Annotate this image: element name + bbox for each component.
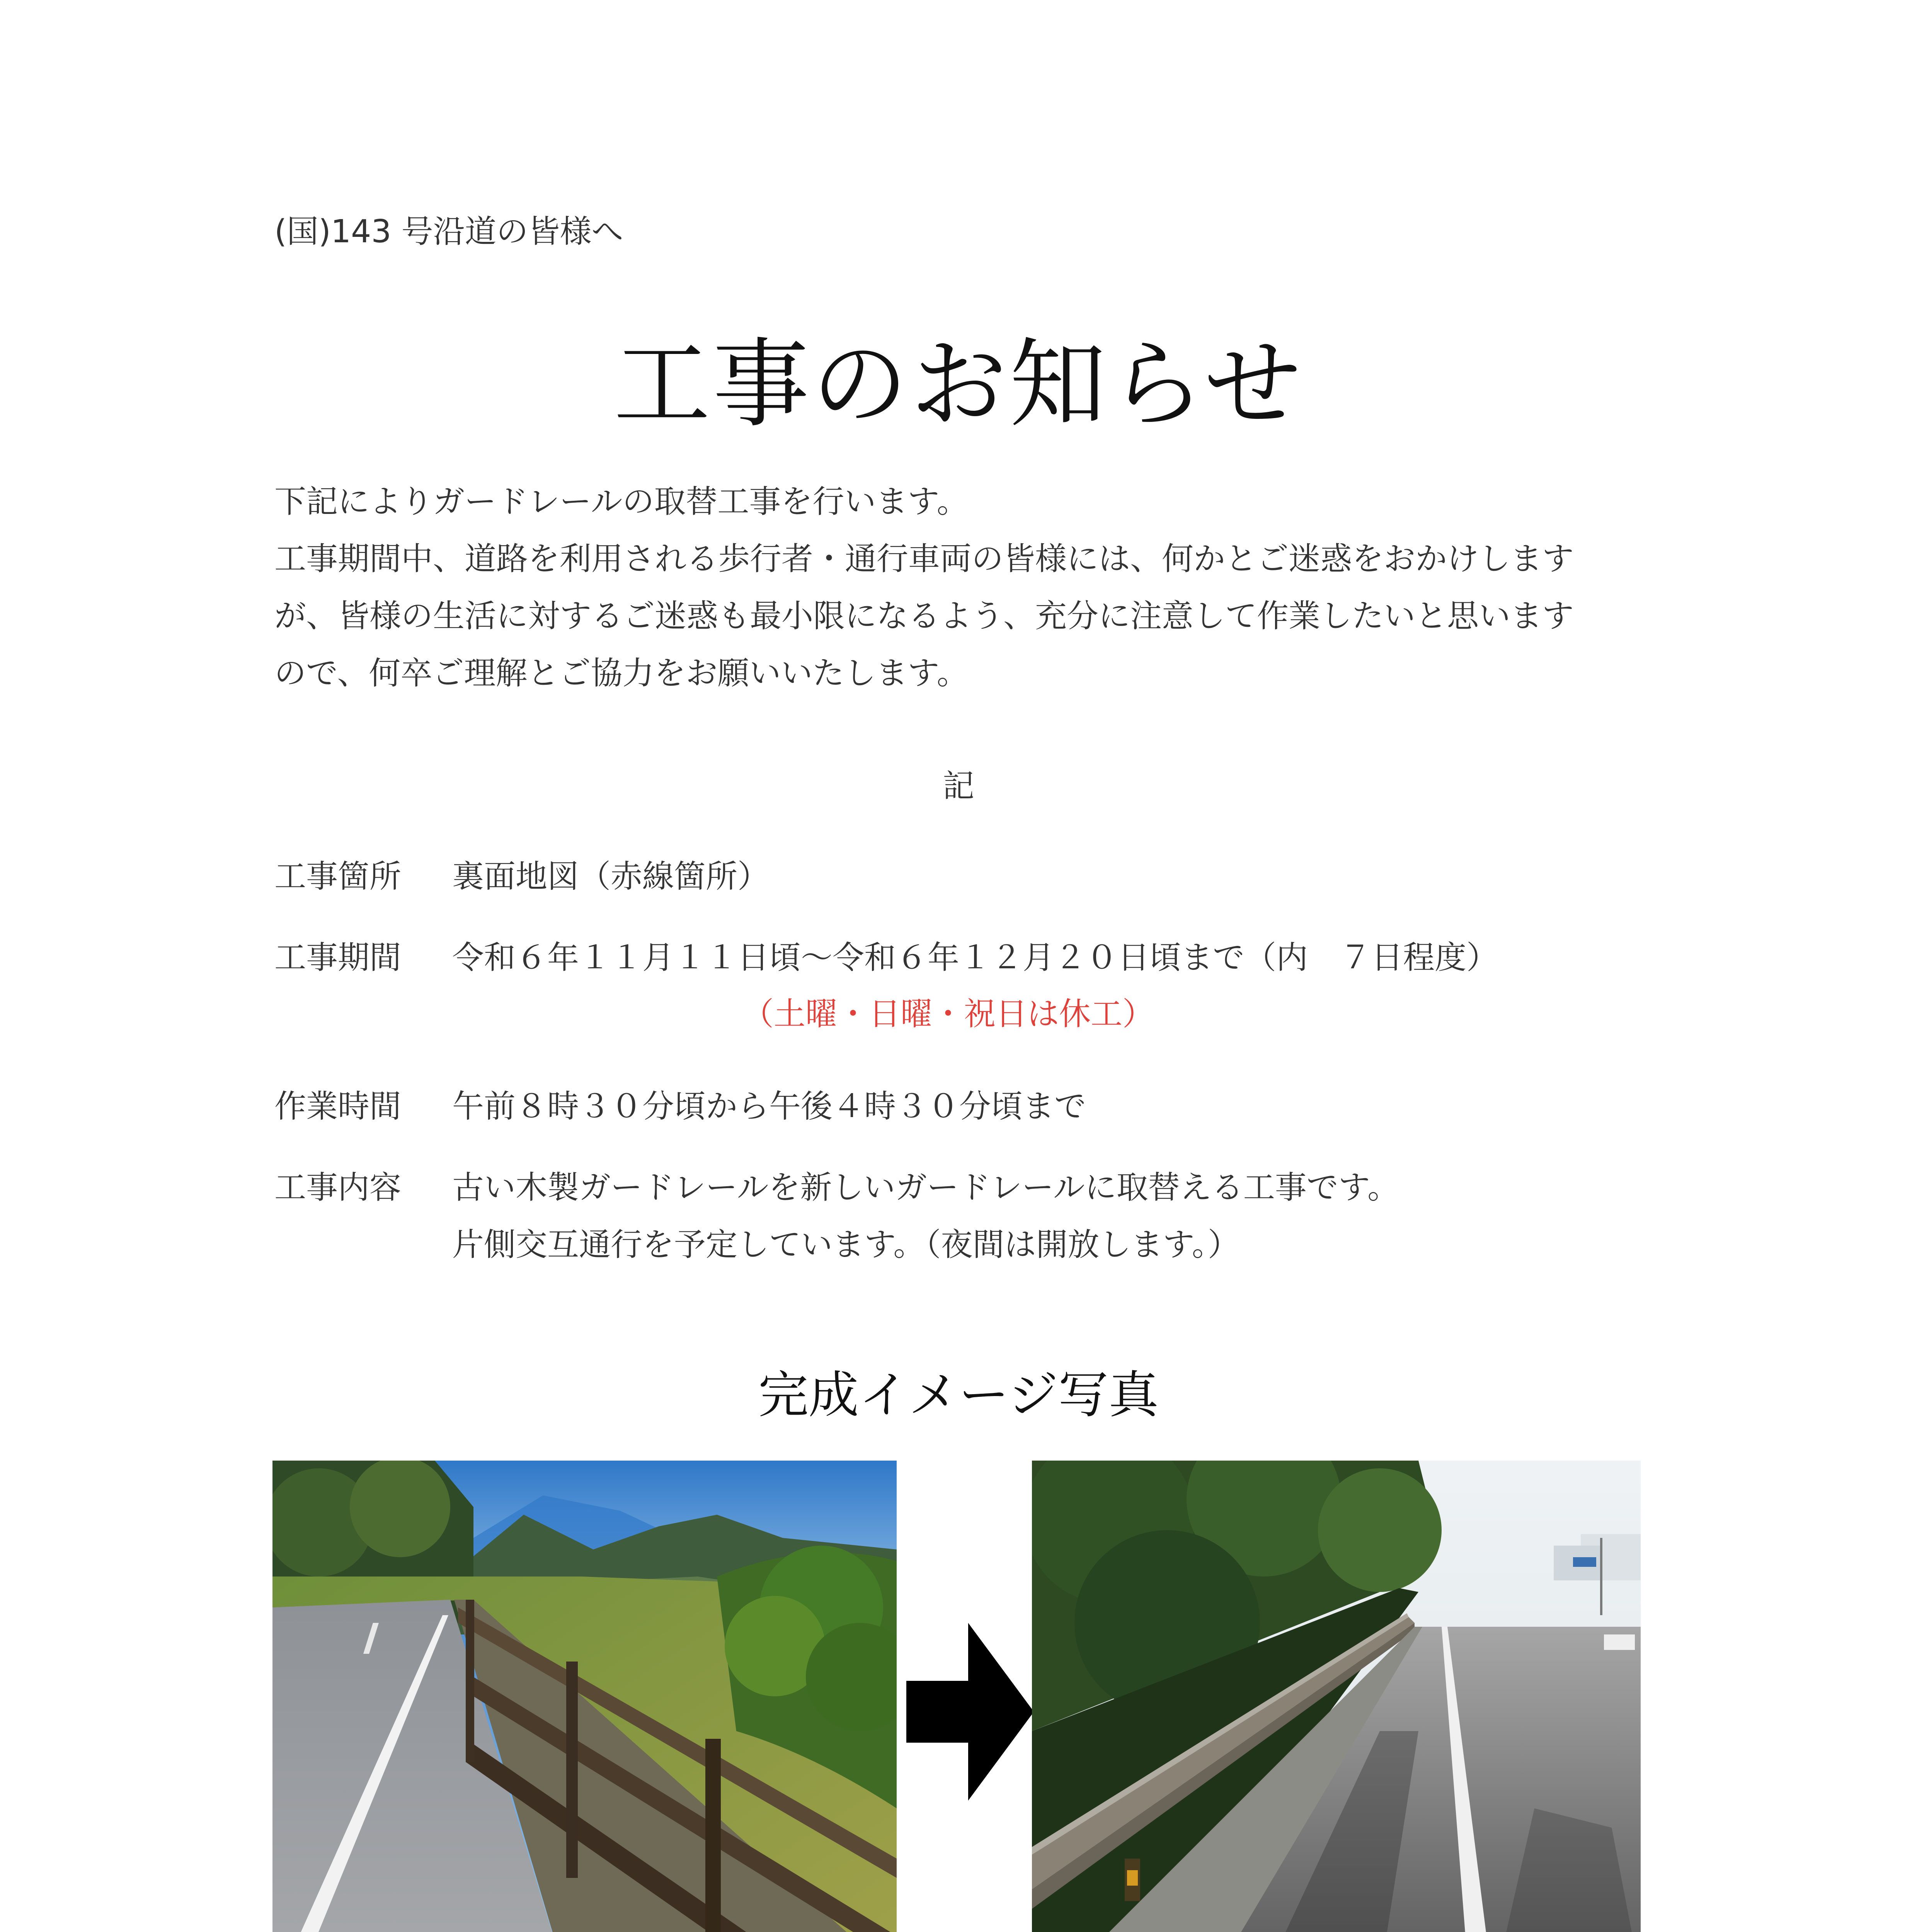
new-steel-guardrail-photo — [1032, 1461, 1641, 1932]
right-arrow-icon — [906, 1623, 1034, 1801]
intro-line: 工事期間中、道路を利用される歩行者・通行車両の皆様には、何かとご迷惑をおかけします — [274, 541, 1574, 577]
addressee: (国)143 号沿道の皆様へ — [274, 213, 623, 250]
old-wooden-guardrail-photo — [272, 1461, 897, 1932]
intro-line: が、皆様の生活に対するご迷惑も最小限になるよう、充分に注意して作業したいと思います — [274, 598, 1574, 634]
detail-label: 工事箇所 — [274, 858, 402, 895]
ki-heading: 記 — [942, 768, 974, 804]
detail-period — [274, 929, 1498, 986]
detail-hours — [274, 1078, 1086, 1135]
photo-section-title: 完成イメージ写真 — [758, 1366, 1159, 1424]
intro-line: ので、何卒ご理解とご協力をお願いいたします。 — [274, 655, 969, 692]
intro-line: 下記によりガードレールの取替工事を行います。 — [274, 483, 969, 520]
detail-value: 古い木製ガードレールを新しいガードレールに取替える工事です。 — [452, 1169, 1399, 1206]
intro-paragraph — [274, 473, 1666, 702]
detail-value-line2: 片側交互通行を予定しています。（夜間は開放します。） — [452, 1226, 1239, 1263]
page-title: 工事のお知らせ — [613, 328, 1304, 440]
detail-value: 裏面地図（赤線箇所） — [452, 858, 770, 895]
holiday-note: （土曜・日曜・祝日は休工） — [742, 996, 1154, 1032]
detail-label: 作業時間 — [274, 1088, 402, 1125]
detail-value: 午前８時３０分頃から午後４時３０分頃まで — [452, 1088, 1086, 1125]
detail-location — [274, 848, 770, 905]
detail-value: 令和６年１１月１１日頃〜令和６年１２月２０日頃まで（内 ７日程度） — [452, 939, 1498, 976]
detail-label: 工事期間 — [274, 939, 402, 976]
detail-label: 工事内容 — [274, 1169, 402, 1206]
detail-content — [274, 1159, 1399, 1263]
